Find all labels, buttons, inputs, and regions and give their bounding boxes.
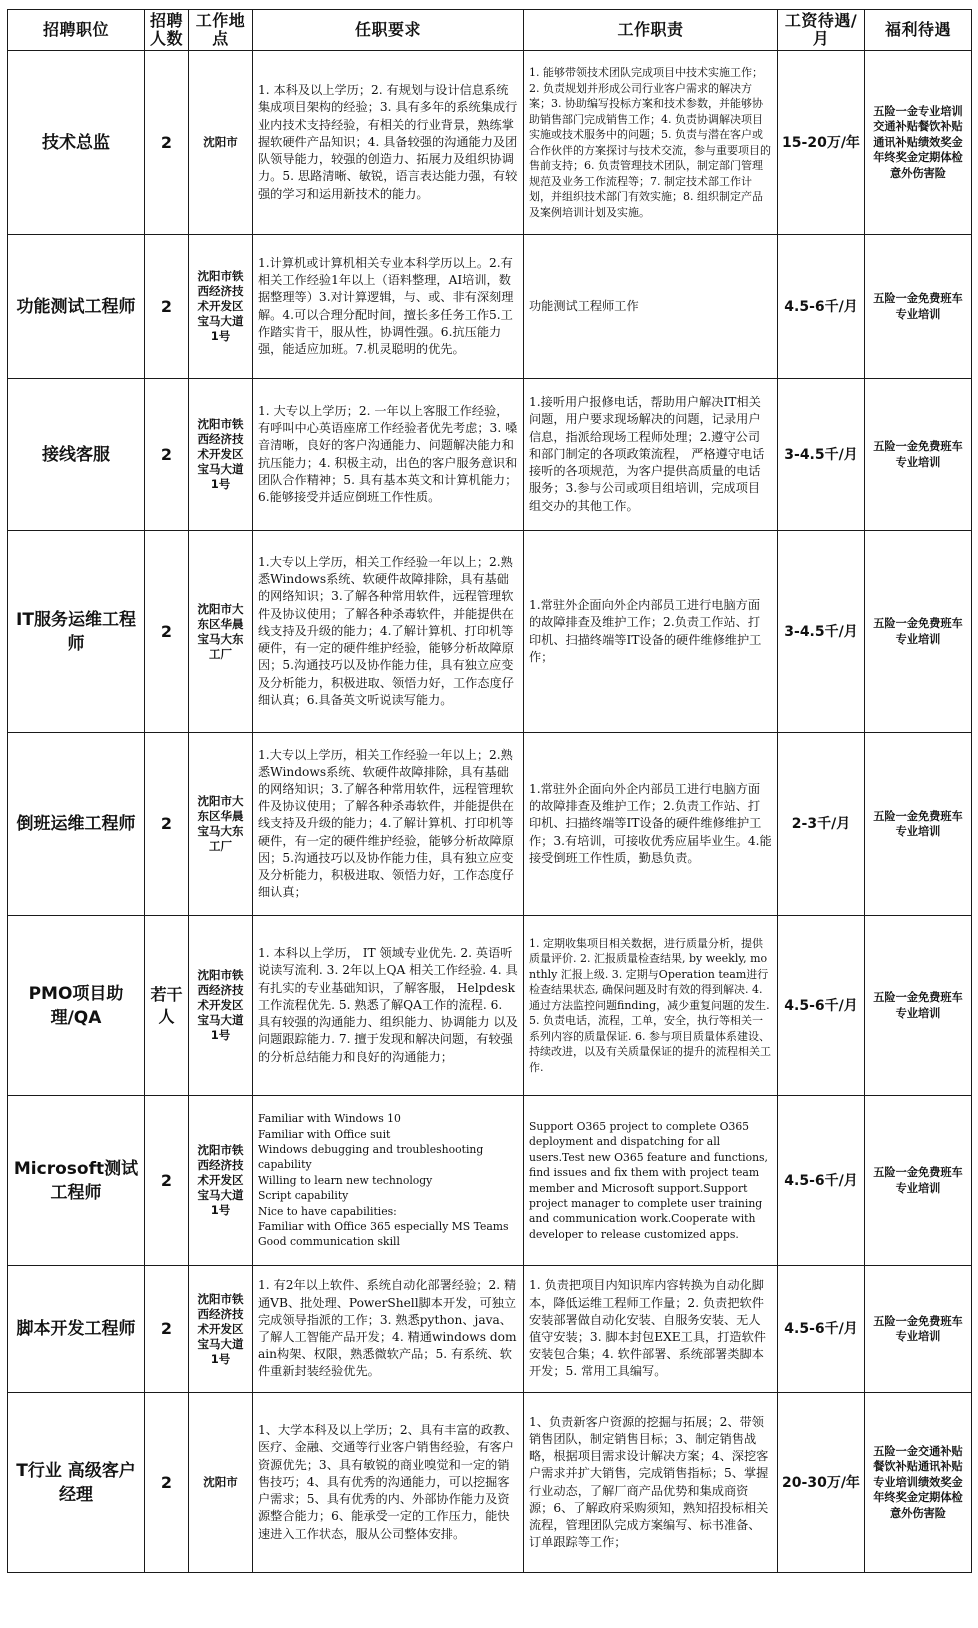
header-row (8, 10, 972, 51)
requirements-cell: 1. 本科及以上学历；2. 有规划与设计信息系统集成项目架构的经验；3. 具有多年的系统集成行业内技术支持经验，有相关的行业背景，熟练掌握软硬件产品知识；4. 具备较强的沟通能力及团队领导能力，较强的创造力、拓展力及组织协调力。5. 思路清晰、敏锐，语言表达能力强，有较强的学习和运用新技术的能力。 (253, 51, 524, 235)
position-cell: 技术总监 (8, 51, 145, 235)
count-cell: 2 (145, 1393, 189, 1573)
table-row (8, 379, 972, 531)
duties-cell: 1. 负责把项目内知识库内容转换为自动化脚本，降低运维工程师工作量；2. 负责把软件安装部署做自动化安装、自服务安装、无人值守安装；3. 脚本封包EXE工具，打造软件安装包合集；4. 软件部署、系统部署类脚本开发；5. 常用工具编写。 (524, 1266, 778, 1393)
header-count: 招聘人数 (145, 10, 189, 51)
position-cell: 功能测试工程师 (8, 235, 145, 379)
benefits-cell: 五险一金免费班车专业培训 (865, 235, 972, 379)
count-cell: 2 (145, 1266, 189, 1393)
position-cell: 脚本开发工程师 (8, 1266, 145, 1393)
location-cell: 沈阳市铁西经济技术开发区宝马大道1号 (189, 379, 253, 531)
requirements-cell: 1. 大专以上学历；2. 一年以上客服工作经验，有呼叫中心英语座席工作经验者优先考虑；3. 嗓音清晰，良好的客户沟通能力、问题解决能力和抗压能力；4. 积极主动，出色的客户服务意识和团队合作精神；5. 具有基本英文和计算机能力；6.能够接受并适应倒班工作性质。 (253, 379, 524, 531)
salary-cell: 4.5-6千/月 (778, 235, 865, 379)
count-cell: 2 (145, 51, 189, 235)
recruitment-table-wrapper (7, 9, 972, 1573)
header-requirements: 任职要求 (253, 10, 524, 51)
requirements-cell: 1、大学本科及以上学历；2、具有丰富的政教、医疗、金融、交通等行业客户销售经验，有客户资源优先；3、具有敏锐的商业嗅觉和一定的销售技巧；4、具有优秀的沟通能力，可以挖掘客户需求；5、具有优秀的内、外部协作能力及资源整合能力；6、能承受一定的工作压力，能快速进入工作状态，服从公司整体安排。 (253, 1393, 524, 1573)
duties-cell: 1.常驻外企面向外企内部员工进行电脑方面的故障排查及维护工作；2.负责工作站、打印机、扫描终端等IT设备的硬件维修维护工作；3.有培训，可接收优秀应届毕业生。4.能接受倒班工作性质，勤恳负责。 (524, 733, 778, 916)
salary-cell: 20-30万/年 (778, 1393, 865, 1573)
benefits-cell: 五险一金免费班车专业培训 (865, 531, 972, 733)
location-cell: 沈阳市大东区华晨宝马大东工厂 (189, 531, 253, 733)
benefits-cell: 五险一金专业培训交通补贴餐饮补贴通讯补贴绩效奖金年终奖金定期体检意外伤害险 (865, 51, 972, 235)
location-cell: 沈阳市 (189, 51, 253, 235)
location-cell: 沈阳市 (189, 1393, 253, 1573)
count-cell: 若干人 (145, 916, 189, 1096)
requirements-cell: 1. 有2年以上软件、系统自动化部署经验；2. 精通VB、批处理、PowerShell脚本开发，可独立完成领导指派的工作；3. 熟悉python、java、了解人工智能产品开发；4. 精通windows domain构架、权限，熟悉微软产品；5. 有系统、软件重新封装经验优先。 (253, 1266, 524, 1393)
requirements-cell: 1. 本科以上学历， IT 领域专业优先. 2. 英语听说读写流利. 3. 2年以上QA 相关工作经验. 4. 具有扎实的专业基础知识，了解客服， Helpdesk工作流程优先. 5. 熟悉了解QA工作的流程. 6. 具有较强的沟通能力、组织能力、协调能力 以及问题跟踪能力. 7. 擅于发现和解决问题，有较强的分析总结能力和良好的沟通能力； (253, 916, 524, 1096)
position-cell: Microsoft测试工程师 (8, 1096, 145, 1266)
position-cell: IT服务运维工程师 (8, 531, 145, 733)
salary-cell: 2-3千/月 (778, 733, 865, 916)
requirements-cell: 1.大专以上学历，相关工作经验一年以上；2.熟悉Windows系统、软硬件故障排除，具有基础的网络知识；3.了解各种常用软件，远程管理软件及协议使用；了解各种杀毒软件，并能提供在线支持及升级的能力；4.了解计算机、打印机等硬件，有一定的硬件维护经验，能够分析故障原因；5.沟通技巧以及协作能力佳，具有独立应变及分析能力，积极进取、领悟力好，工作态度仔细认真；6.具备英文听说读写能力。 (253, 531, 524, 733)
requirements-cell: Familiar with Windows 10 Familiar with Office suit Windows debugging and troubleshooting capability Willing to learn new technology Script capability Nice to have capabilities: Familiar with Office 365 especially MS Teams Good communication skill (253, 1096, 524, 1266)
count-cell: 2 (145, 1096, 189, 1266)
count-cell: 2 (145, 733, 189, 916)
position-cell: 倒班运维工程师 (8, 733, 145, 916)
position-cell: T行业 高级客户经理 (8, 1393, 145, 1573)
table-row (8, 1266, 972, 1393)
duties-cell: 1.常驻外企面向外企内部员工进行电脑方面的故障排查及维护工作；2.负责工作站、打印机、扫描终端等IT设备的硬件维修维护工作； (524, 531, 778, 733)
salary-cell: 4.5-6千/月 (778, 1266, 865, 1393)
count-cell: 2 (145, 531, 189, 733)
table-row (8, 1393, 972, 1573)
benefits-cell: 五险一金免费班车专业培训 (865, 733, 972, 916)
requirements-cell: 1.大专以上学历，相关工作经验一年以上；2.熟悉Windows系统、软硬件故障排除，具有基础的网络知识；3.了解各种常用软件，远程管理软件及协议使用；了解各种杀毒软件，并能提供在线支持及升级的能力；4.了解计算机、打印机等硬件，有一定的硬件维护经验，能够分析故障原因；5.沟通技巧以及协作能力佳，具有独立应变及分析能力，积极进取、领悟力好，工作态度仔细认真； (253, 733, 524, 916)
position-cell: PMO项目助理/QA (8, 916, 145, 1096)
header-salary: 工资待遇/月 (778, 10, 865, 51)
position-cell: 接线客服 (8, 379, 145, 531)
location-cell: 沈阳市铁西经济技术开发区宝马大道1号 (189, 1266, 253, 1393)
recruitment-table (7, 9, 972, 1573)
header-location: 工作地点 (189, 10, 253, 51)
duties-cell: 1. 定期收集项目相关数据，进行质量分析，提供质量评价. 2. 汇报质量检查结果, by weekly, monthly 汇报上级. 3. 定期与Operation team进行检查结果状态, 确保问题及时有效的得到解决. 4. 通过方法监控问题finding，减少重复问题的发生. 5. 负责电话，流程，工单，安全，执行等相关一系列内容的质量保证. 6. 参与项目质量体系建设、持续改进，以及有关质量保证的提升的流程相关工作. (524, 916, 778, 1096)
duties-cell: 功能测试工程师工作 (524, 235, 778, 379)
benefits-cell: 五险一金免费班车专业培训 (865, 1266, 972, 1393)
count-cell: 2 (145, 235, 189, 379)
salary-cell: 3-4.5千/月 (778, 379, 865, 531)
benefits-cell: 五险一金交通补贴餐饮补贴通讯补贴专业培训绩效奖金年终奖金定期体检意外伤害险 (865, 1393, 972, 1573)
location-cell: 沈阳市铁西经济技术开发区宝马大道1号 (189, 235, 253, 379)
benefits-cell: 五险一金免费班车专业培训 (865, 916, 972, 1096)
table-row (8, 1096, 972, 1266)
salary-cell: 4.5-6千/月 (778, 916, 865, 1096)
table-row (8, 733, 972, 916)
requirements-cell: 1.计算机或计算机相关专业本科学历以上。2.有相关工作经验1年以上（语料整理，AI培训，数据整理等）3.对计算逻辑，与、或、非有深刻理解。4.可以合理分配时间，擅长多任务工作5.工作踏实肯干，服从性，协调性强。6.抗压能力强，能适应加班。7.机灵聪明的优先。 (253, 235, 524, 379)
location-cell: 沈阳市大东区华晨宝马大东工厂 (189, 733, 253, 916)
location-cell: 沈阳市铁西经济技术开发区宝马大道1号 (189, 1096, 253, 1266)
count-cell: 2 (145, 379, 189, 531)
table-row (8, 531, 972, 733)
location-cell: 沈阳市铁西经济技术开发区宝马大道1号 (189, 916, 253, 1096)
table-row (8, 235, 972, 379)
table-row (8, 916, 972, 1096)
table-row (8, 51, 972, 235)
header-benefits: 福利待遇 (865, 10, 972, 51)
salary-cell: 15-20万/年 (778, 51, 865, 235)
benefits-cell: 五险一金免费班车专业培训 (865, 379, 972, 531)
salary-cell: 4.5-6千/月 (778, 1096, 865, 1266)
duties-cell: 1.接听用户报修电话，帮助用户解决IT相关问题，用户要求现场解决的问题，记录用户信息，指派给现场工程师处理；2.遵守公司和部门制定的各项政策流程， 严格遵守电话接听的各项规范，为客户提供高质量的电话服务；3.参与公司或项目组培训，完成项目组交办的其他工作。 (524, 379, 778, 531)
header-position: 招聘职位 (8, 10, 145, 51)
salary-cell: 3-4.5千/月 (778, 531, 865, 733)
header-duties: 工作职责 (524, 10, 778, 51)
duties-cell: 1. 能够带领技术团队完成项目中技术实施工作；2. 负责规划并形成公司行业客户需求的解决方案；3. 协助编写投标方案和技术参数，并能够协助销售部门完成销售工作；4. 负责协调解决项目实施或技术服务中的问题；5. 负责与潜在客户或合作伙伴的方案探讨与技术交流，参与重要项目的售前支持；6. 负责管理技术团队，制定部门管理规范及业务工作流程等；7. 制定技术部工作计划，并组织技术部门有效实施；8. 组织制定产品及案例培训计划及实施。 (524, 51, 778, 235)
duties-cell: Support O365 project to complete O365 deployment and dispatching for all users.Test new O365 feature and functions, find issues and fix them with project team member and Microsoft support.Support project manager to complete user training and communication work.Cooperate with developer to release customized apps. (524, 1096, 778, 1266)
benefits-cell: 五险一金免费班车专业培训 (865, 1096, 972, 1266)
duties-cell: 1、负责新客户资源的挖掘与拓展；2、带领销售团队，制定销售目标；3、制定销售战略，根据项目需求设计解决方案；4、深挖客户需求并扩大销售，完成销售指标；5、掌握行业动态，了解厂商产品优势和集成商资源；6、了解政府采购须知，熟知招投标相关流程，管理团队完成方案编写、标书准备、订单跟踪等工作； (524, 1393, 778, 1573)
